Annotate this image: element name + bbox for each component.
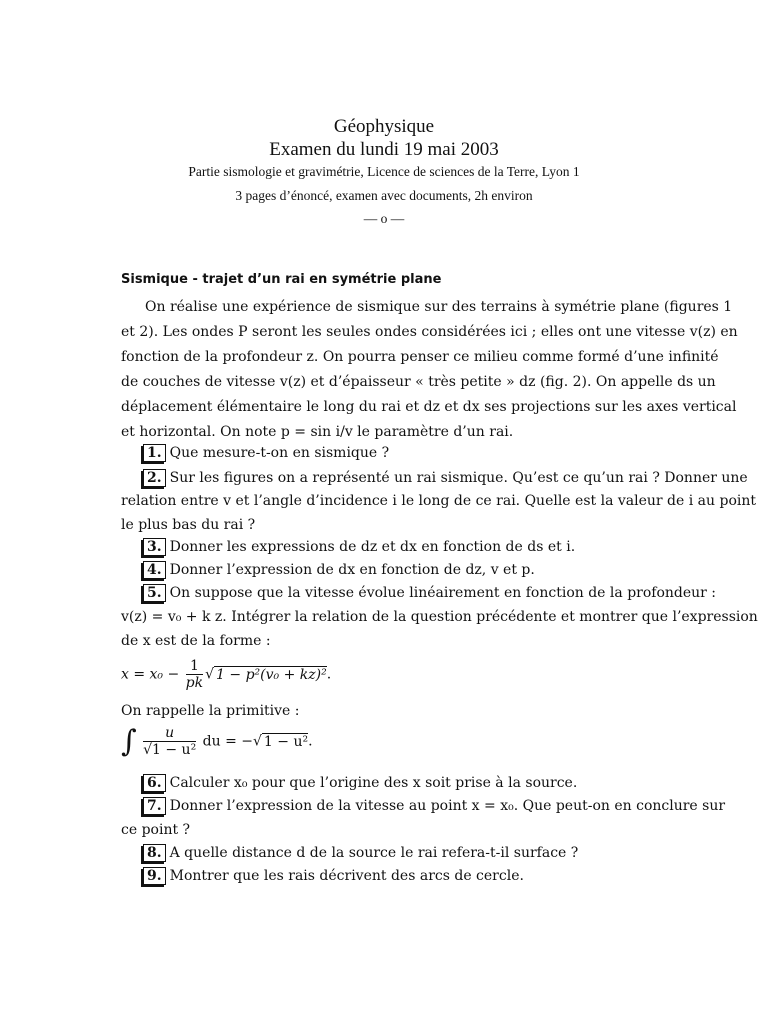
formula-x — [121, 658, 331, 691]
separator: — o — — [363, 211, 405, 226]
formula-end: . — [308, 733, 313, 750]
fraction-denominator: √1 − u² — [143, 742, 197, 758]
intro-line: On réalise une expérience de sismique sur des terrains à symétrie plane (figures 1 — [145, 299, 733, 315]
question-text: Calculer x₀ pour que l’origine des x soit prise à la source. — [169, 775, 578, 791]
question-text: Que mesure-t-on en sismique ? — [169, 445, 390, 461]
question-number: 8. — [143, 844, 166, 862]
question-text: Sur les figures on a représenté un rai sismique. Qu’est ce qu’un rai ? Donner une — [169, 470, 748, 486]
question-2 — [121, 469, 748, 487]
question-text: Montrer que les rais décrivent des arcs de cercle. — [169, 868, 524, 884]
fraction-numerator: 1 — [186, 658, 203, 675]
question-4 — [121, 561, 658, 579]
question-number: 9. — [143, 867, 166, 885]
formula-fraction — [186, 658, 203, 691]
intro-line: déplacement élémentaire le long du rai et dz et dx ses projections sur les axes vertical — [121, 399, 737, 415]
question-7 — [121, 797, 726, 815]
question-2-cont: relation entre v et l’angle d’incidence i le long de ce rai. Quelle est la valeur de i au point — [121, 493, 756, 509]
integral-symbol: ∫ — [121, 724, 137, 759]
question-3 — [121, 538, 658, 556]
question-number: 1. — [143, 444, 166, 462]
question-5 — [121, 584, 717, 602]
question-number: 2. — [143, 469, 166, 487]
course-line: Partie sismologie et gravimétrie, Licence de sciences de la Terre, Lyon 1 — [188, 164, 580, 179]
sqrt-radicand: 1 − u² — [263, 733, 309, 750]
question-number: 7. — [143, 797, 166, 815]
question-number: 6. — [143, 774, 166, 792]
doc-subtitle: Examen du lundi 19 mai 2003 — [269, 139, 499, 160]
doc-title: Géophysique — [333, 116, 435, 137]
sqrt-symbol: √ — [205, 666, 215, 683]
question-number: 4. — [143, 561, 166, 579]
intro-line: fonction de la profondeur z. On pourra penser ce milieu comme formé d’une infinité — [121, 349, 719, 365]
formula-primitive — [121, 724, 313, 759]
formula-mid: du = − — [202, 733, 253, 750]
question-6 — [121, 774, 658, 792]
question-number: 5. — [143, 584, 166, 602]
formula-lhs: x = x₀ − — [121, 666, 180, 683]
question-2-cont: le plus bas du rai ? — [121, 517, 256, 533]
question-7-cont: ce point ? — [121, 822, 191, 838]
intro-line: de couches de vitesse v(z) et d’épaisseur « très petite » dz (fig. 2). On appelle ds un — [121, 374, 716, 390]
question-text: Donner l’expression de la vitesse au point x = x₀. Que peut-on en conclure sur — [169, 798, 726, 814]
intro-line: et 2). Les ondes P seront les seules ondes considérées ici ; elles ont une vitesse v(z) en — [121, 324, 738, 340]
question-1 — [121, 444, 658, 462]
formula-fraction — [143, 725, 196, 758]
question-text: Donner l’expression de dx en fonction de dz, v et p. — [169, 562, 535, 578]
fraction-numerator: u — [143, 725, 196, 742]
question-text: On suppose que la vitesse évolue linéairement en fonction de la profondeur : — [169, 585, 717, 601]
question-text: A quelle distance d de la source le rai refera-t-il surface ? — [169, 845, 579, 861]
sqrt-radicand: 1 − p²(v₀ + kz)² — [216, 666, 327, 683]
question-8 — [121, 844, 658, 862]
question-5-cont: de x est de la forme : — [121, 633, 271, 649]
exam-info: 3 pages d’énoncé, examen avec documents, 2h environ — [235, 188, 533, 203]
reminder-line: On rappelle la primitive : — [121, 703, 300, 719]
intro-line: et horizontal. On note p = sin i/v le paramètre d’un rai. — [121, 424, 514, 440]
question-5-cont: v(z) = v₀ + k z. Intégrer la relation de la question précédente et montrer que l’expression — [121, 609, 758, 625]
formula-end: . — [326, 666, 332, 683]
section-title: Sismique - trajet d’un rai en symétrie plane — [121, 272, 442, 287]
question-9 — [121, 867, 658, 885]
question-number: 3. — [143, 538, 166, 556]
fraction-denominator: pk — [185, 675, 204, 691]
sqrt-symbol: √ — [252, 733, 262, 750]
question-text: Donner les expressions de dz et dx en fonction de ds et i. — [169, 539, 576, 555]
